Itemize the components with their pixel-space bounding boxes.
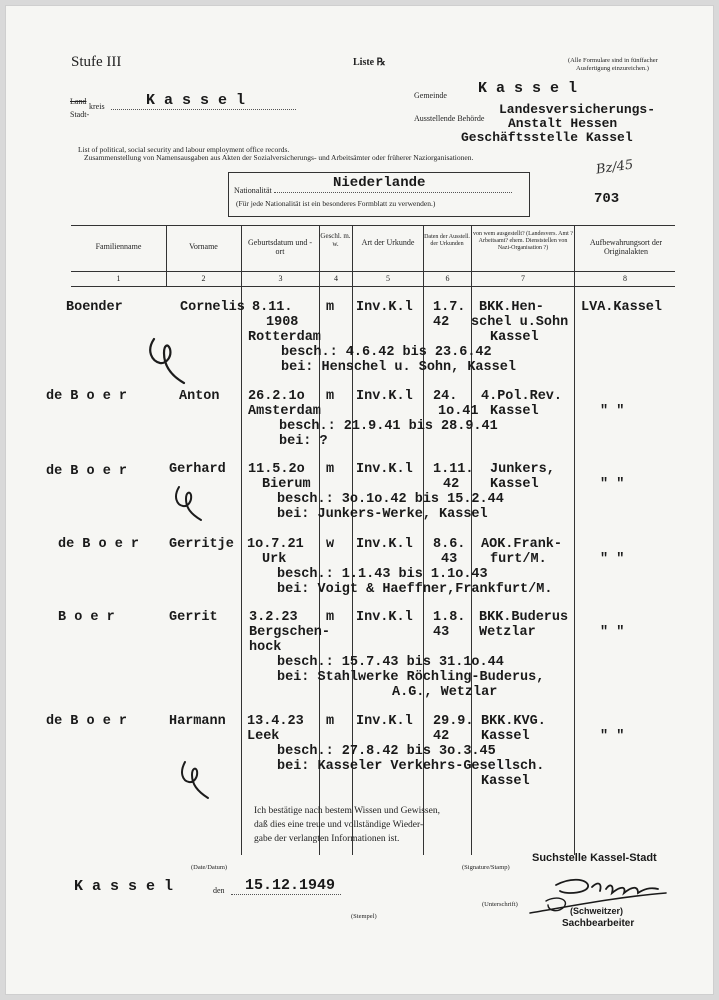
handwritten-signature xyxy=(526,871,676,919)
column-number: 2 xyxy=(201,274,206,283)
employer: bei: Henschel u. Sohn, Kassel xyxy=(281,360,516,375)
surname: de B o e r xyxy=(46,389,128,404)
certification-line-1: Ich bestätige nach bestem Wissen und Gewissen, xyxy=(254,806,440,816)
birth-year: 1908 xyxy=(266,315,299,330)
issue-date: 1.11. xyxy=(433,462,474,477)
stadt-label: Stadt- xyxy=(70,110,90,119)
behoerde-line-1: Landesversicherungs- xyxy=(499,102,656,117)
storage-ditto: " " xyxy=(600,404,625,419)
storage-ditto: " " xyxy=(600,729,625,744)
nationality-value: Niederlande xyxy=(333,175,426,191)
issue-date: 29.9. xyxy=(433,714,474,729)
issue-date-year: 42 xyxy=(433,729,450,744)
firstname: Harmann xyxy=(169,714,226,729)
employment-period: besch.: 27.8.42 bis 3o.3.45 xyxy=(277,744,496,759)
surname: Boender xyxy=(66,300,123,315)
land-label: Land xyxy=(70,97,87,106)
birth-date: 1o.7.21 xyxy=(247,537,304,552)
document-type: Inv.K.l xyxy=(356,714,413,729)
nationality-label: Nationalität xyxy=(234,186,272,195)
issuer-line-3: Kassel xyxy=(490,330,539,345)
birth-place: Amsterdam xyxy=(248,404,321,419)
issue-date-year: 43 xyxy=(441,552,458,567)
issue-date-year: 1o.41 xyxy=(438,404,479,419)
page-number: 703 xyxy=(594,191,620,207)
note-line-2: Ausfertigung einzureichen.) xyxy=(576,65,649,72)
sex: w xyxy=(326,537,335,552)
surname: B o e r xyxy=(58,610,115,625)
certification-line-2: daß dies eine treue und vollständige Wieder- xyxy=(254,820,424,830)
employment-period: besch.: 4.6.42 bis 23.6.42 xyxy=(281,345,492,360)
issuer: BKK.Hen- xyxy=(479,300,544,315)
issuer-line-2: schel u.Sohn xyxy=(471,315,569,330)
column-number: 4 xyxy=(334,274,338,283)
column-number: 6 xyxy=(445,274,450,283)
header-ausgestellt-von: von wem ausgestellt? (Landesvers. Amt ? Arbeitsamt? ehem. Dienststellen von Nazi-Organisation ?) xyxy=(473,231,573,251)
birth-place: Rotterdam xyxy=(248,330,321,345)
firstname: Gerhard xyxy=(169,462,226,477)
employment-period: besch.: 3o.1o.42 bis 15.2.44 xyxy=(277,492,504,507)
storage-ditto: " " xyxy=(600,477,625,492)
stufe-label: Stufe III xyxy=(71,54,122,70)
header-aufbewahrungsort: Aufbewahrungsort der Originalakten xyxy=(589,238,663,257)
firstname: Anton xyxy=(179,389,220,404)
employer: bei: Voigt & Haeffner,Frankfurt/M. xyxy=(277,582,553,597)
header-geburtsdatum: Geburtsdatum und -ort xyxy=(248,238,312,257)
office-stamp: Suchstelle Kassel-Stadt xyxy=(532,852,657,864)
document-sheet xyxy=(5,5,714,995)
document-type: Inv.K.l xyxy=(356,389,413,404)
document-type: Inv.K.l xyxy=(356,610,413,625)
document-type: Inv.K.l xyxy=(356,537,413,552)
birth-date: 11.5.2o xyxy=(248,462,305,477)
sex: m xyxy=(326,610,335,625)
employer: bei: Kasseler Verkehrs-Gesellsch. xyxy=(277,759,545,774)
table-top-rule xyxy=(71,225,675,226)
issue-date-year: 42 xyxy=(443,477,460,492)
issue-date: 8.6. xyxy=(433,537,466,552)
firstname: Cornelis xyxy=(180,300,245,315)
table-number-rule xyxy=(71,286,675,287)
birth-date: 8.11. xyxy=(252,300,293,315)
stamp-name: (Schweitzer) xyxy=(570,906,624,916)
table-header-rule xyxy=(71,271,675,272)
issuer-line-2: Kassel xyxy=(481,729,530,744)
sex: m xyxy=(326,462,335,477)
gemeinde-value: K a s s e l xyxy=(478,80,578,97)
column-divider xyxy=(241,225,242,855)
document-type: Inv.K.l xyxy=(356,462,413,477)
issue-date-year: 43 xyxy=(433,625,450,640)
surname: de B o e r xyxy=(58,537,140,552)
signature-caption: (Signature/Stamp) xyxy=(462,864,510,871)
unterschrift-caption: (Unterschrift) xyxy=(482,901,518,908)
birth-place: Bierum xyxy=(262,477,311,492)
gemeinde-label: Gemeinde xyxy=(414,91,447,100)
nationality-note: (Für jede Nationalität ist ein besonderes Formblatt zu verwenden.) xyxy=(236,199,436,208)
english-description: List of political, social security and labour employment office records. xyxy=(78,145,290,154)
issuer-line-2: Kassel xyxy=(490,404,539,419)
employer: bei: ? xyxy=(279,434,328,449)
issuer: 4.Pol.Rev. xyxy=(481,389,563,404)
firstname: Gerritje xyxy=(169,537,234,552)
behoerde-line-3: Geschäftsstelle Kassel xyxy=(461,130,633,145)
sex: m xyxy=(326,300,335,315)
behoerde-label: Ausstellende Behörde xyxy=(414,114,485,123)
german-description: Zusammenstellung von Namensausgaben aus Akten der Sozialversicherungs- und Arbeitsämter oder früherer Naziorganisationen. xyxy=(84,153,474,162)
handwritten-mark: Bz/45 xyxy=(595,157,635,178)
firstname: Gerrit xyxy=(169,610,218,625)
stamp-title: Sachbearbeiter xyxy=(562,918,635,929)
storage-ditto: " " xyxy=(600,552,625,567)
footer-den: den xyxy=(213,886,225,895)
birth-date: 13.4.23 xyxy=(247,714,304,729)
header-geschlecht: Geschl. m. w. xyxy=(320,232,351,249)
employer-line-2: A.G., Wetzlar xyxy=(392,685,498,700)
employer: bei: Stahlwerke Röchling-Buderus, xyxy=(277,670,545,685)
nationality-dotline xyxy=(274,192,512,193)
column-number: 1 xyxy=(116,274,121,283)
surname: de B o e r xyxy=(46,714,128,729)
employment-period: besch.: 21.9.41 bis 28.9.41 xyxy=(279,419,498,434)
header-art-der-urkunde: Art der Urkunde xyxy=(361,238,415,247)
kreis-value: K a s s e l xyxy=(111,92,296,110)
kreis-suffix: kreis xyxy=(89,102,105,111)
document-type: Inv.K.l xyxy=(356,300,413,315)
employer: bei: Junkers-Werke, Kassel xyxy=(277,507,488,522)
column-number: 5 xyxy=(386,274,390,283)
birth-date: 26.2.1o xyxy=(248,389,305,404)
footer-date: 15.12.1949 xyxy=(231,877,341,895)
liste-label: Liste ℞ xyxy=(353,57,386,68)
birth-place: Bergschen- xyxy=(249,625,331,640)
employer-line-2: Kassel xyxy=(481,774,530,789)
issue-date: 1.8. xyxy=(433,610,466,625)
behoerde-line-2: Anstalt Hessen xyxy=(508,116,618,131)
issue-date: 24. xyxy=(433,389,458,404)
birth-place: Urk xyxy=(262,552,287,567)
issuer: AOK.Frank- xyxy=(481,537,563,552)
certification-line-3: gabe der verlangten Informationen ist. xyxy=(254,834,400,844)
date-caption: (Date/Datum) xyxy=(191,864,228,871)
note-line-1: (Alle Formulare sind in fünffacher xyxy=(568,57,658,64)
issuer: BKK.KVG. xyxy=(481,714,546,729)
stempel-caption: (Stempel) xyxy=(351,913,377,920)
storage-ditto: " " xyxy=(600,625,625,640)
employment-period: besch.: 1.1.43 bis 1.1o.43 xyxy=(277,567,488,582)
sex: m xyxy=(326,714,335,729)
birth-place-line-2: hock xyxy=(249,640,282,655)
column-number: 7 xyxy=(521,274,525,283)
header-familienname: Familienname xyxy=(95,242,142,251)
footer-place: K a s s e l xyxy=(74,878,174,895)
employment-period: besch.: 15.7.43 bis 31.1o.44 xyxy=(277,655,504,670)
issuer-line-2: Kassel xyxy=(490,477,539,492)
issuer: BKK.Buderus xyxy=(479,610,569,625)
surname: de B o e r xyxy=(46,464,128,479)
issuer-line-2: Wetzlar xyxy=(479,625,536,640)
issuer-line-2: furt/M. xyxy=(490,552,547,567)
issue-date: 1.7. xyxy=(433,300,466,315)
issue-date-year: 42 xyxy=(433,315,450,330)
check-mark-icon xyxy=(171,481,209,523)
header-daten-ausstellung: Daten der Ausstell. der Urkunden xyxy=(424,234,470,247)
check-mark-icon xyxy=(144,331,194,386)
birth-place: Leek xyxy=(247,729,280,744)
column-number: 8 xyxy=(623,274,627,283)
column-number: 3 xyxy=(278,274,283,283)
issuer: Junkers, xyxy=(490,462,555,477)
check-mark-icon xyxy=(176,756,216,801)
storage-location: LVA.Kassel xyxy=(581,300,663,315)
column-divider xyxy=(574,225,575,855)
header-vorname: Vorname xyxy=(189,242,218,251)
birth-date: 3.2.23 xyxy=(249,610,298,625)
sex: m xyxy=(326,389,335,404)
